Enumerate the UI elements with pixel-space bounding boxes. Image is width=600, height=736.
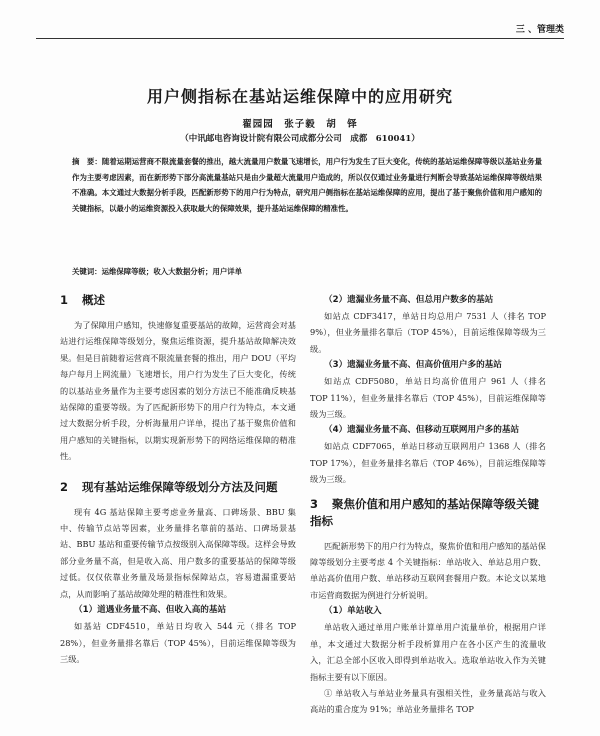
keywords	[72, 266, 542, 277]
abstract	[72, 154, 542, 216]
section-1-paragraph: 为了保障用户感知，快速修复重要基站的故障，运营商会对基站进行运维保障等级划分，聚焦运维资源，提升基站故障解决效果。但是目前随着运营商不限流量套餐的推出，用户 DOU（平均每户每月上网流量）飞速增长，用户行为发生了巨大变化，传统的以基站业务量作为主要考虑因素的划分方法已不能准确反映基站保障的重要等级。为了匹配新形势下的用户行为特点，本文通过大数据分析手段，分析海量用户详单，提出了基于聚焦价值和用户感知的关键指标，以期实现新形势下的网络运维保障的精准性。	[60, 320, 296, 462]
paper-authors: 翟园园 张子毅 胡 铎	[242, 119, 358, 130]
keywords-text: 运维保障等级；收入大数据分析；用户详单	[101, 267, 243, 276]
abstract-text: 随着运期运营商不限流量套餐的推出，越大流量用户数量飞速增长，用户行为发生了巨大变化，传统的基站运维保障等级以基站业务量作为主要考虑因素，而在新形势下部分高流量基站只是由少量超大流量用户造成的，所以仅仅通过业务量进行判断会导致基站运维保障等级结果不准确。本文通过大数据分析手段，匹配新形势下的用户行为特点，研究用户侧指标在基站运维保障的应用，提出了基于聚焦价值和用户感知的关键指标，以最小的运维资源投入获取最大的保障效果，提升基站运维保障的精准性。	[72, 157, 542, 213]
point-text: ① 单站收入与单站业务量具有强相关性，业务量高站与收入高站的重合度为 91%；单站业务量排名 TOP	[310, 687, 546, 715]
keywords-label: 关键词：	[72, 267, 102, 276]
subsection-heading: （3）遗漏业务量不高、但高价值用户多的基站	[324, 360, 502, 371]
subsection-heading: （1）单站收入	[324, 606, 382, 617]
subsection-heading: （2）遗漏业务量不高、但总用户数多的基站	[324, 295, 494, 305]
abstract-label: 摘 要：	[72, 157, 102, 166]
section-tag: 三 、管理类	[515, 25, 564, 35]
header-rule	[36, 38, 564, 39]
subsection-heading: （4）遗漏业务量不高、但移动互联网用户多的基站	[324, 425, 520, 436]
section-2-paragraph: 现有 4G 基站保障主要考虑业务量高、口碑场景、BBU 集中、传输节点站等因素，业务量排名靠前的基站、口碑场景基站、BBU 基站和重要传输节点按级别入高保障等级。这样会导致部分业务量不高，但是收入高、用户数多的重要基站的保障等级过低。仅仅依靠业务量及场景指标保障站点，容易遗漏重要站点，从而影响了基站故障处理的精准性和效果。	[60, 506, 296, 599]
left-column	[60, 292, 296, 667]
subsection-text: 如站点 CDF5080，单站日均高价值用户 961 人（排名 TOP 11%），但业务量排名靠后（TOP 45%），目前运维保障等级为三级。	[310, 376, 546, 420]
section-3-heading: 3 聚焦价值和用户感知的基站保障等级关键指标	[310, 496, 540, 528]
subsection-text: 单站收入通过单用户账单计算单用户流量单价，根据用户详单，本文通过大数据分析手段析算用户在各小区产生的流量收入，汇总全部小区收入即得到单站收入。选取单站收入作为关键指标主要有以下原因。	[310, 622, 546, 682]
section-1-heading: 1 概述	[60, 293, 106, 307]
section-3-paragraph: 匹配新形势下的用户行为特点，聚焦价值和用户感知的基站保障等级划分主要考虑 4 个关键指标：单站收入、单站总用户数、单站高价值用户数、单站移动互联网套餐用户数。本论文以某地市运营商数据为例进行分析说明。	[310, 540, 546, 600]
paper-title: 用户侧指标在基站运维保障中的应用研究	[146, 87, 453, 106]
right-column	[310, 292, 546, 718]
paper-affiliation: （中讯邮电咨询设计院有限公司成都分公司 成都 610041）	[180, 134, 420, 144]
subsection-heading: （1）道遇业务量不高、但收入高的基站	[74, 605, 227, 616]
section-2-heading: 2 现有基站运维保障等级划分方法及问题	[60, 479, 278, 494]
subsection-text: 如基站 CDF4510，单站日均收入 544 元（排名 TOP 28%），但业务量排名靠后（TOP 45%），目前运维保障等级为三级。	[60, 621, 296, 664]
subsection-text: 如站点 CDF7065，单站日移动互联网用户 1368 人（排名 TOP 17%），但业务量排名靠后（TOP 46%），目前运维保障等级为三级。	[310, 441, 546, 485]
subsection-text: 如站点 CDF3417，单站日均总用户 7531 人（排名 TOP 9%），但业务量排名靠后（TOP 45%），目前运维保障等级为三级。	[310, 311, 546, 354]
